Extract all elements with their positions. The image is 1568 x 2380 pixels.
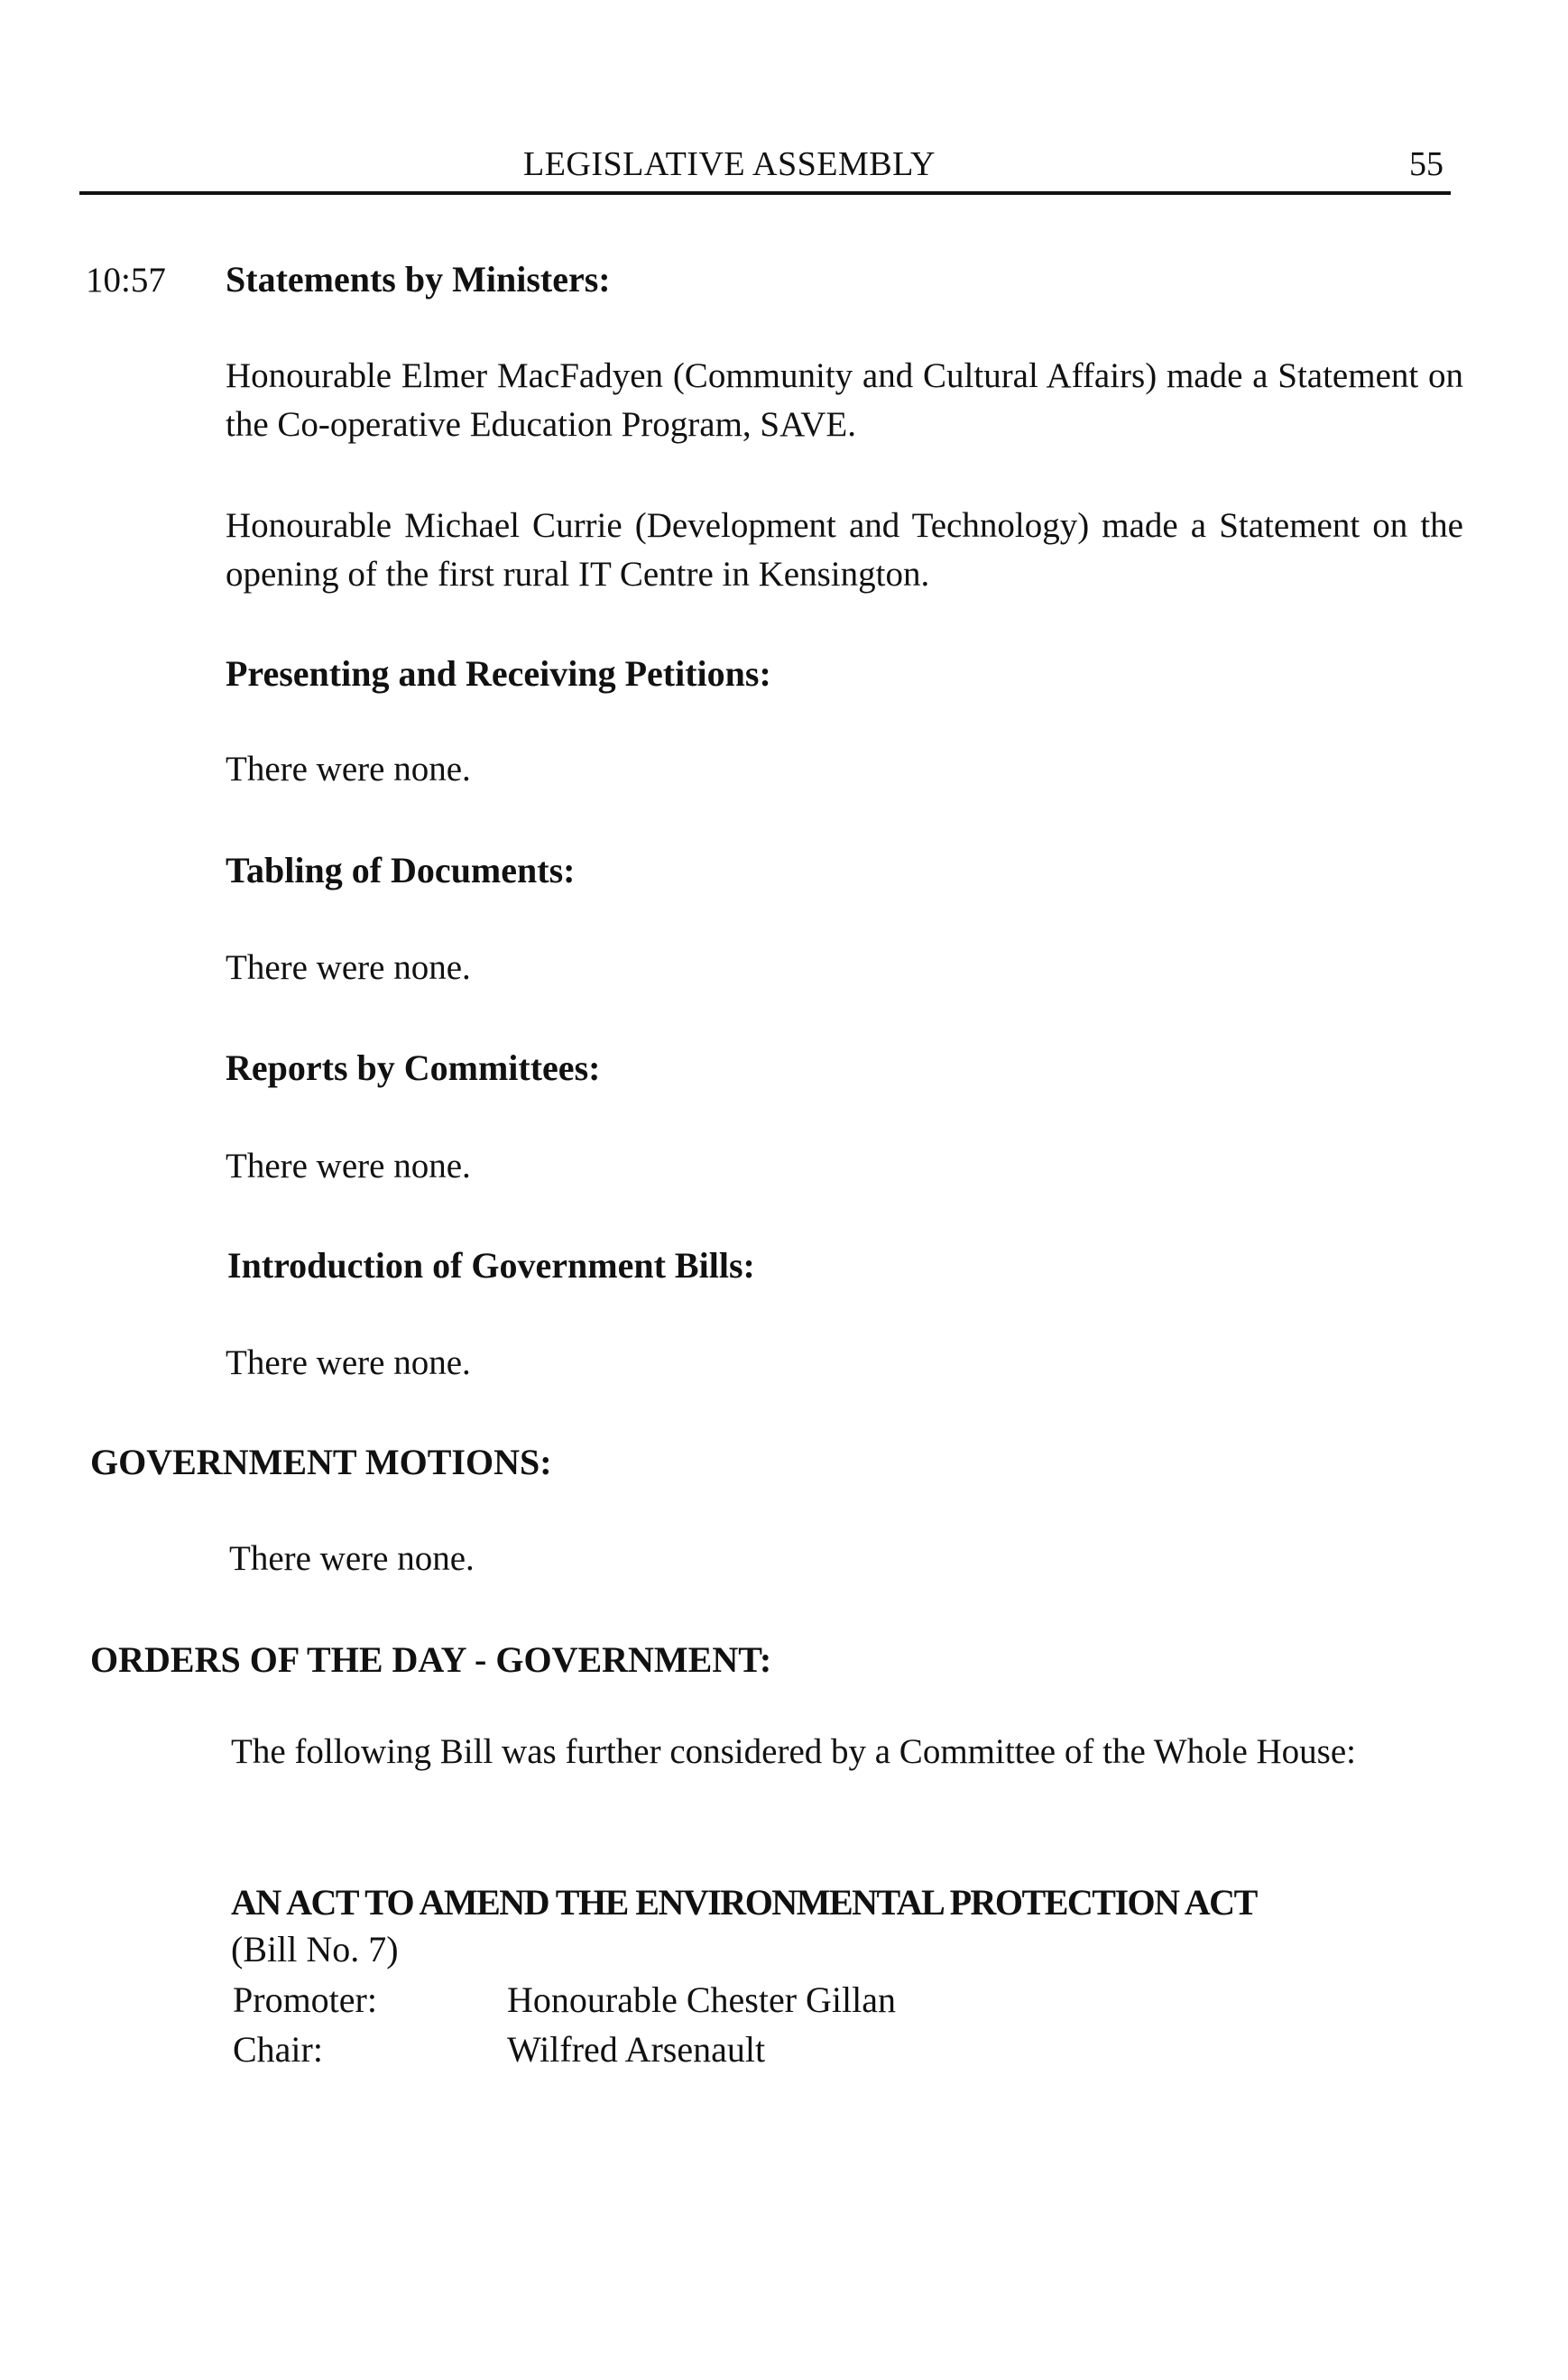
statement-macfadyen: Honourable Elmer MacFadyen (Community and Cultural Affairs) made a Statement on the Co-operative Education Program, SAVE. [226,356,1463,444]
petitions-text: There were none. [226,750,471,789]
page-number: 55 [1409,145,1443,183]
bill-title: AN ACT TO AMEND THE ENVIRONMENTAL PROTECTION ACT [231,1882,1257,1923]
reports-heading: Reports by Committees: [226,1047,601,1088]
promoter-value: Honourable Chester Gillan [507,1979,896,2020]
chair-value: Wilfred Arsenault [507,2029,766,2070]
chair-label: Chair: [233,2029,323,2070]
government-motions-heading: GOVERNMENT MOTIONS: [90,1442,552,1482]
petitions-heading: Presenting and Receiving Petitions: [226,653,771,694]
statement-currie: Honourable Michael Currie (Development and Technology) made a Statement on the opening of the first rural IT Centre in Kensington. [226,506,1463,594]
header-rule [79,191,1451,195]
orders-of-the-day-heading: ORDERS OF THE DAY - GOVERNMENT: [90,1639,772,1680]
running-head [0,143,1568,197]
bills-text: There were none. [226,1343,471,1382]
bill-number: (Bill No. 7) [231,1929,399,1969]
statements-heading: Statements by Ministers: [226,259,611,300]
orders-intro: The following Bill was further considered by a Committee of the Whole House: [231,1732,1356,1771]
tabling-heading: Tabling of Documents: [226,850,576,890]
time-stamp: 10:57 [86,261,166,300]
government-motions-text: There were none. [229,1539,475,1578]
tabling-text: There were none. [226,948,471,987]
promoter-label: Promoter: [233,1979,377,2020]
running-title: LEGISLATIVE ASSEMBLY [523,145,936,183]
bills-heading: Introduction of Government Bills: [227,1245,755,1286]
reports-text: There were none. [226,1147,471,1185]
